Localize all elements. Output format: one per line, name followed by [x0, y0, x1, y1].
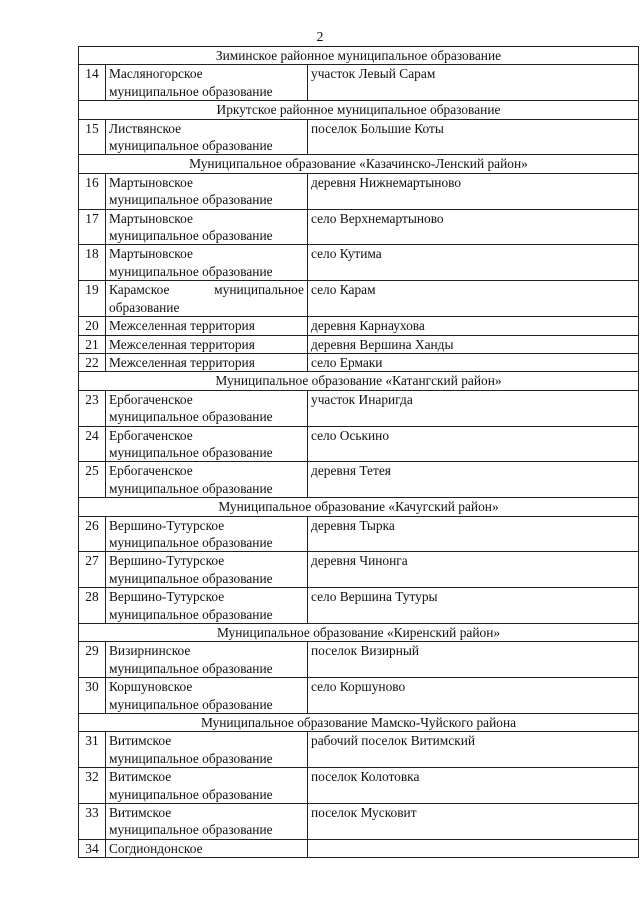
municipality-cell: [106, 173, 308, 209]
settlement-cell: село Оськино: [308, 426, 639, 462]
settlement-cell: село Карам: [308, 281, 639, 317]
row-number: 27: [79, 552, 106, 588]
settlement-cell: деревня Тырка: [308, 516, 639, 552]
settlement-cell: участок Левый Сарам: [308, 65, 639, 101]
table-row: [79, 839, 639, 857]
table-row: [79, 588, 639, 624]
municipality-line: Вершино-Тутурское: [109, 589, 225, 605]
table-row: [79, 209, 639, 245]
municipality-cell: [106, 390, 308, 426]
table-row: [79, 642, 639, 678]
section-title: Зиминское районное муниципальное образование: [79, 47, 639, 65]
row-number: 22: [79, 353, 106, 371]
row-number: 16: [79, 173, 106, 209]
settlement-cell: поселок Мусковит: [308, 804, 639, 840]
row-number: 17: [79, 209, 106, 245]
section-title: Муниципальное образование Мамско-Чуйского района: [79, 714, 639, 732]
municipality-line: Листвянское: [109, 120, 182, 136]
municipality-cell: [106, 732, 308, 768]
municipality-line: Мартыновское: [109, 174, 193, 190]
section-header-row: [79, 101, 639, 119]
municipality-cell: [106, 768, 308, 804]
table-row: [79, 65, 639, 101]
section-title: Иркутское районное муниципальное образование: [79, 101, 639, 119]
settlement-cell: деревня Вершина Ханды: [308, 335, 639, 353]
table-row: [79, 768, 639, 804]
municipality-cell: [106, 642, 308, 678]
table-row: [79, 281, 639, 317]
row-number: 15: [79, 119, 106, 155]
row-number: 26: [79, 516, 106, 552]
municipality-cell: [106, 462, 308, 498]
row-number: 20: [79, 317, 106, 335]
section-header-row: [79, 372, 639, 390]
municipality-line: муниципальное образование: [109, 228, 273, 244]
row-number: 18: [79, 245, 106, 281]
municipality-cell: [106, 281, 308, 317]
municipality-line: муниципальное образование: [109, 444, 273, 460]
table-row: [79, 317, 639, 335]
settlement-cell: село Вершина Тутуры: [308, 588, 639, 624]
row-number: 34: [79, 839, 106, 857]
municipality-line: Карамское муниципальное: [109, 282, 304, 298]
table-row: [79, 245, 639, 281]
table-body: [79, 47, 639, 858]
table-row: [79, 426, 639, 462]
table-row: [79, 353, 639, 371]
municipality-cell: [106, 804, 308, 840]
section-header-row: [79, 714, 639, 732]
table-row: [79, 462, 639, 498]
page-number: 2: [316, 30, 324, 45]
municipality-cell: [106, 588, 308, 624]
section-title: Муниципальное образование «Качугский район»: [79, 498, 639, 516]
municipality-cell: [106, 353, 308, 371]
row-number: 23: [79, 390, 106, 426]
municipality-line: Витимское: [109, 805, 172, 821]
municipality-cell: [106, 65, 308, 101]
settlement-cell: деревня Тетея: [308, 462, 639, 498]
municipality-line: муниципальное образование: [109, 138, 273, 154]
municipality-line: муниципальное образование: [109, 750, 273, 766]
row-number: 33: [79, 804, 106, 840]
municipality-line: Мартыновское: [109, 246, 193, 262]
municipality-line: образование: [109, 299, 180, 315]
table-row: [79, 390, 639, 426]
table-row: [79, 119, 639, 155]
municipality-line: Вершино-Тутурское: [109, 553, 225, 569]
section-title: Муниципальное образование «Катангский район»: [79, 372, 639, 390]
municipality-line: муниципальное образование: [109, 822, 273, 838]
municipality-line: муниципальное образование: [109, 696, 273, 712]
municipality-line: муниципальное образование: [109, 786, 273, 802]
row-number: 24: [79, 426, 106, 462]
row-number: 14: [79, 65, 106, 101]
table-row: [79, 552, 639, 588]
section-title: Муниципальное образование «Казачинско-Ленский район»: [79, 155, 639, 173]
table-row: [79, 678, 639, 714]
municipality-cell: [106, 317, 308, 335]
municipality-line: муниципальное образование: [109, 263, 273, 279]
settlement-cell: поселок Визирный: [308, 642, 639, 678]
row-number: 31: [79, 732, 106, 768]
section-header-row: [79, 498, 639, 516]
municipality-line: Масляногорское: [109, 66, 203, 82]
settlement-cell: деревня Нижнемартыново: [308, 173, 639, 209]
municipality-line: Межселенная территория: [109, 336, 255, 352]
municipality-line: муниципальное образование: [109, 606, 273, 622]
municipality-line: Ербогаченское: [109, 427, 193, 443]
municipality-cell: [106, 245, 308, 281]
municipality-line: Ербогаченское: [109, 463, 193, 479]
settlement-cell: [308, 839, 639, 857]
municipality-line: муниципальное образование: [109, 570, 273, 586]
settlement-cell: поселок Большие Коты: [308, 119, 639, 155]
settlement-cell: поселок Колотовка: [308, 768, 639, 804]
settlement-cell: село Коршуново: [308, 678, 639, 714]
row-number: 28: [79, 588, 106, 624]
table-row: [79, 804, 639, 840]
row-number: 32: [79, 768, 106, 804]
table-row: [79, 732, 639, 768]
row-number: 30: [79, 678, 106, 714]
municipality-line: Межселенная территория: [109, 318, 255, 334]
municipality-line: Коршуновское: [109, 679, 193, 695]
section-title: Муниципальное образование «Киренский район»: [79, 624, 639, 642]
table-row: [79, 335, 639, 353]
municipality-cell: [106, 552, 308, 588]
settlement-cell: село Ермаки: [308, 353, 639, 371]
municipality-line: муниципальное образование: [109, 409, 273, 425]
municipality-line: Межселенная территория: [109, 354, 255, 370]
section-header-row: [79, 624, 639, 642]
municipality-line: муниципальное образование: [109, 83, 273, 99]
row-number: 29: [79, 642, 106, 678]
municipality-line: Согдиондонское: [109, 840, 203, 856]
settlements-table: [78, 46, 639, 858]
settlement-cell: рабочий поселок Витимский: [308, 732, 639, 768]
municipality-line: муниципальное образование: [109, 192, 273, 208]
settlement-cell: деревня Карнаухова: [308, 317, 639, 335]
municipality-line: Витимское: [109, 733, 172, 749]
municipality-cell: [106, 839, 308, 857]
municipality-line: муниципальное образование: [109, 534, 273, 550]
municipality-cell: [106, 209, 308, 245]
row-number: 25: [79, 462, 106, 498]
municipality-cell: [106, 426, 308, 462]
section-header-row: [79, 155, 639, 173]
municipality-line: Витимское: [109, 769, 172, 785]
municipality-line: муниципальное образование: [109, 660, 273, 676]
section-header-row: [79, 47, 639, 65]
municipality-cell: [106, 678, 308, 714]
row-number: 21: [79, 335, 106, 353]
municipality-cell: [106, 335, 308, 353]
table-row: [79, 516, 639, 552]
municipality-cell: [106, 516, 308, 552]
municipality-line: Визирнинское: [109, 643, 191, 659]
municipality-line: Мартыновское: [109, 210, 193, 226]
settlement-cell: участок Инаригда: [308, 390, 639, 426]
table-row: [79, 173, 639, 209]
municipality-line: муниципальное образование: [109, 480, 273, 496]
municipality-cell: [106, 119, 308, 155]
municipality-line: Ербогаченское: [109, 391, 193, 407]
municipality-line: Вершино-Тутурское: [109, 517, 225, 533]
settlement-cell: село Кутима: [308, 245, 639, 281]
row-number: 19: [79, 281, 106, 317]
settlement-cell: село Верхнемартыново: [308, 209, 639, 245]
settlement-cell: деревня Чинонга: [308, 552, 639, 588]
